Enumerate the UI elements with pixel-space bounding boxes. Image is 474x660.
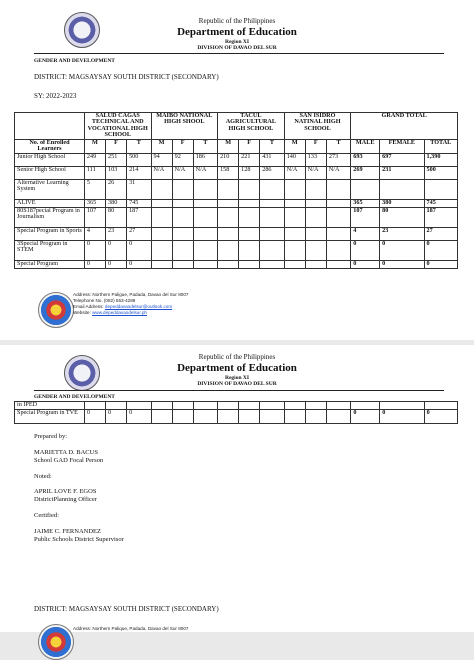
table-cell	[326, 260, 350, 268]
table-cell: 214	[127, 166, 151, 179]
table-cell	[305, 199, 326, 207]
table-cell	[260, 179, 284, 199]
table-cell: 0	[127, 260, 151, 268]
table-cell	[326, 207, 350, 227]
division-logo-icon	[38, 624, 74, 660]
footer-contact	[73, 292, 188, 316]
table-cell	[260, 402, 284, 410]
table-row	[15, 166, 458, 179]
table-cell: 0	[84, 410, 105, 424]
table-cell: 158	[218, 166, 239, 179]
table-cell: 431	[260, 153, 284, 166]
grand-total-cell: 693	[351, 153, 380, 166]
prepared-name: MARIETTA D. BACUS	[34, 449, 98, 456]
grand-total-cell: 365	[351, 199, 380, 207]
table-cell	[151, 199, 172, 207]
footer-address: Address: Northern Paligue, Padada, Davao del Sur 8007	[73, 292, 189, 297]
total-header: TOTAL	[424, 139, 457, 153]
table-cell: 111	[84, 166, 105, 179]
school-header: SAN ISIDRO NATINAL HIGH SCHOOL	[284, 113, 351, 140]
mft-header: T	[193, 139, 217, 153]
mft-header: F	[106, 139, 127, 153]
total-header: FEMALE	[380, 139, 424, 153]
table-cell: 94	[151, 153, 172, 166]
table-cell	[106, 402, 127, 410]
table-cell	[193, 410, 217, 424]
table-cell	[218, 179, 239, 199]
table-cell	[239, 402, 260, 410]
row-label: Senior High School	[15, 166, 85, 179]
department-heading: Department of Education	[177, 362, 297, 374]
table-cell	[84, 402, 105, 410]
grand-total-cell: 1,390	[424, 153, 457, 166]
table-cell	[193, 260, 217, 268]
table-cell	[284, 260, 305, 268]
table-row	[15, 207, 458, 227]
table-cell	[151, 240, 172, 260]
table-cell	[284, 402, 305, 410]
table-row	[15, 410, 458, 424]
grand-total-cell: 0	[380, 410, 424, 424]
grand-total-cell: 0	[424, 260, 457, 268]
table-row	[15, 240, 458, 260]
table-cell: 0	[127, 240, 151, 260]
table-cell	[239, 227, 260, 240]
table-cell	[305, 260, 326, 268]
table-cell	[172, 179, 193, 199]
grand-total-header: GRAND TOTAL	[351, 113, 458, 140]
table-cell	[151, 410, 172, 424]
table-cell	[151, 179, 172, 199]
table-cell: 128	[239, 166, 260, 179]
table-cell: 210	[218, 153, 239, 166]
table-cell	[193, 227, 217, 240]
table-cell	[284, 227, 305, 240]
grand-total-cell: 697	[380, 153, 424, 166]
row-label: Alternative Learning System	[15, 179, 85, 199]
table-cell: 23	[106, 227, 127, 240]
table-cell: 4	[84, 227, 105, 240]
grand-total-cell	[380, 402, 424, 410]
row-label: Junior High School	[15, 153, 85, 166]
footer-email-label: Email Address:	[73, 304, 104, 309]
grand-total-cell: 0	[351, 240, 380, 260]
row-label: ALIVE	[15, 199, 85, 207]
table-cell	[151, 207, 172, 227]
table-cell	[172, 240, 193, 260]
header-rule	[34, 390, 444, 391]
mft-header: T	[260, 139, 284, 153]
table-cell	[305, 402, 326, 410]
footer-website-line	[73, 310, 188, 316]
table-cell: 107	[84, 207, 105, 227]
table-cell	[239, 179, 260, 199]
table-cell: N/A	[193, 166, 217, 179]
table-cell	[326, 179, 350, 199]
table-row	[15, 153, 458, 166]
certified-title: Public Schools District Supervisor	[34, 536, 124, 543]
table-cell: 249	[84, 153, 105, 166]
table-cell	[172, 207, 193, 227]
table-row	[15, 179, 458, 199]
grand-total-cell: 0	[351, 410, 380, 424]
table-cell: 221	[239, 153, 260, 166]
row-header-label: No. of Enrolled Learners	[15, 139, 85, 153]
table-cell	[193, 402, 217, 410]
grand-total-cell: 269	[351, 166, 380, 179]
division-heading: DIVISION OF DAVAO DEL SUR	[197, 45, 277, 51]
table-cell: N/A	[151, 166, 172, 179]
table-cell	[260, 199, 284, 207]
table-cell: 92	[172, 153, 193, 166]
noted-title: DistrictPlanning Officer	[34, 496, 97, 503]
table-cell	[326, 227, 350, 240]
table-cell	[172, 227, 193, 240]
table-cell	[305, 207, 326, 227]
grand-total-cell: 4	[351, 227, 380, 240]
grand-total-cell: 0	[424, 410, 457, 424]
table-cell	[239, 240, 260, 260]
table-cell: 0	[106, 260, 127, 268]
table-cell	[284, 199, 305, 207]
table-cell	[218, 227, 239, 240]
row-label: Special Program in TVE	[15, 410, 85, 424]
mft-header: M	[284, 139, 305, 153]
row-label: 80S187pecial Program in Journalism	[15, 207, 85, 227]
table-cell	[260, 260, 284, 268]
table-cell	[326, 410, 350, 424]
mft-header: M	[218, 139, 239, 153]
grand-total-cell	[424, 179, 457, 199]
grand-total-cell: 0	[380, 240, 424, 260]
region-heading: Region XI	[225, 39, 249, 45]
republic-heading: Republic of the Philippines	[198, 17, 276, 25]
enrollment-table	[14, 112, 458, 269]
table-cell	[260, 207, 284, 227]
total-header: MALE	[351, 139, 380, 153]
table-cell: 0	[127, 410, 151, 424]
table-cell: 365	[84, 199, 105, 207]
table-cell	[218, 240, 239, 260]
school-year-line: SY: 2022-2023	[34, 92, 77, 100]
school-header: SALUD CAGAS TECHNICAL AND VOCATIONAL HIGH SCHOOL	[84, 113, 151, 140]
certified-name: JAIME C. FERNANDEZ	[34, 528, 101, 535]
grand-total-cell: 107	[351, 207, 380, 227]
grand-total-cell: 0	[351, 260, 380, 268]
corner-cell	[15, 113, 85, 140]
table-cell	[305, 410, 326, 424]
table-cell	[239, 410, 260, 424]
grand-total-cell	[380, 179, 424, 199]
grand-total-cell: 23	[380, 227, 424, 240]
bottom-address: Address: Northern Palique, Padada, Davao del Sur 8007	[73, 626, 189, 631]
table-cell: 27	[127, 227, 151, 240]
prepared-title: School GAD Focal Person	[34, 457, 104, 464]
department-heading: Department of Education	[177, 26, 297, 38]
section-title: GENDER AND DEVELOPMENT	[34, 394, 115, 400]
table-cell: 80	[106, 207, 127, 227]
mft-header: T	[127, 139, 151, 153]
noted-name: APRIL LOVE F. EGOS	[34, 488, 97, 495]
table-cell	[151, 260, 172, 268]
footer-website-label: Website:	[73, 310, 91, 315]
grand-total-cell: 27	[424, 227, 457, 240]
grand-total-cell: 0	[380, 260, 424, 268]
table-cell	[172, 410, 193, 424]
grand-total-cell	[424, 402, 457, 410]
table-cell	[260, 227, 284, 240]
table-cell: 187	[127, 207, 151, 227]
table-cell: N/A	[326, 166, 350, 179]
grand-total-cell	[351, 179, 380, 199]
table-cell: N/A	[305, 166, 326, 179]
region-heading: Region XI	[225, 375, 249, 381]
table-cell	[193, 240, 217, 260]
table-cell	[305, 227, 326, 240]
table-cell	[218, 199, 239, 207]
grand-total-cell	[351, 402, 380, 410]
school-header: MAIBO NATIONAL HIGH SHOOL	[151, 113, 218, 140]
noted-label: Noted:	[34, 473, 52, 480]
mft-header: T	[326, 139, 350, 153]
certified-label: Certified:	[34, 512, 59, 519]
row-label: 3Special Program in STEM	[15, 240, 85, 260]
table-cell: 5	[84, 179, 105, 199]
mft-header: F	[305, 139, 326, 153]
mft-header: F	[239, 139, 260, 153]
table-cell: 273	[326, 153, 350, 166]
table-cell	[305, 240, 326, 260]
footer-telephone: Telephone No. (082) 553-4288	[73, 298, 136, 303]
table-cell: 26	[106, 179, 127, 199]
table-row	[15, 260, 458, 268]
table-cell	[284, 207, 305, 227]
table-cell	[218, 410, 239, 424]
table-cell: 0	[84, 240, 105, 260]
table-cell	[218, 260, 239, 268]
footer-email-link[interactable]: depeddavaodelsur@outlook.com	[104, 304, 173, 309]
table-cell	[305, 179, 326, 199]
table-cell	[326, 199, 350, 207]
mft-header: M	[84, 139, 105, 153]
grand-total-cell: 500	[424, 166, 457, 179]
table-cell	[172, 402, 193, 410]
table-cell	[260, 410, 284, 424]
table-cell	[218, 402, 239, 410]
table-cell	[239, 207, 260, 227]
table-cell: N/A	[284, 166, 305, 179]
table-row	[15, 199, 458, 207]
header-rule	[34, 53, 444, 54]
table-cell	[127, 402, 151, 410]
table-cell: 140	[284, 153, 305, 166]
grand-total-cell: 380	[380, 199, 424, 207]
footer-website-link[interactable]: www.depeddavaodelsur.ph	[92, 310, 147, 315]
table-cell: 251	[106, 153, 127, 166]
table-cell: 500	[127, 153, 151, 166]
table-cell	[239, 199, 260, 207]
table-cell: N/A	[172, 166, 193, 179]
grand-total-cell: 0	[424, 240, 457, 260]
table-cell	[218, 207, 239, 227]
table-cell	[260, 240, 284, 260]
table-cell: 745	[127, 199, 151, 207]
table-cell	[284, 410, 305, 424]
section-title: GENDER AND DEVELOPMENT	[34, 58, 115, 64]
mft-header: M	[151, 139, 172, 153]
table-cell: 380	[106, 199, 127, 207]
table-cell	[151, 402, 172, 410]
table-cell: 186	[193, 153, 217, 166]
district-line: DISTRICT: MAGSAYSAY SOUTH DISTRICT (SECONDARY)	[34, 73, 219, 81]
table-cell: 0	[84, 260, 105, 268]
table-cell	[193, 179, 217, 199]
row-label: Special Program in Sports	[15, 227, 85, 240]
table-cell: 103	[106, 166, 127, 179]
table-cell	[151, 227, 172, 240]
table-cell: 133	[305, 153, 326, 166]
table-row	[15, 402, 458, 410]
table-cell	[172, 199, 193, 207]
mft-header: F	[172, 139, 193, 153]
school-header: TACUL AGRICULTURAL HIGH SCHOOL	[218, 113, 285, 140]
grand-total-cell: 80	[380, 207, 424, 227]
grand-total-cell: 187	[424, 207, 457, 227]
table-cell	[284, 240, 305, 260]
table-cell	[193, 207, 217, 227]
row-label: in IPED	[15, 402, 85, 410]
republic-heading: Republic of the Philippines	[198, 353, 276, 361]
table-cell	[193, 199, 217, 207]
row-label: Special Program	[15, 260, 85, 268]
grand-total-cell: 745	[424, 199, 457, 207]
table-cell: 0	[106, 410, 127, 424]
document-page-2	[0, 345, 474, 632]
table-cell: 286	[260, 166, 284, 179]
table-cell	[284, 179, 305, 199]
grand-total-cell: 231	[380, 166, 424, 179]
bottom-district-line: DISTRICT: MAGSAYSAY SOUTH DISTRICT (SECONDARY)	[34, 605, 219, 613]
division-logo-icon	[38, 292, 74, 328]
division-heading: DIVISION OF DAVAO DEL SUR	[197, 381, 277, 387]
table-cell	[326, 402, 350, 410]
table-cell	[172, 260, 193, 268]
table-cell	[239, 260, 260, 268]
table-cell: 31	[127, 179, 151, 199]
enrollment-table-continued	[14, 401, 458, 424]
prepared-label: Prepared by:	[34, 433, 68, 440]
table-cell	[326, 240, 350, 260]
table-row	[15, 227, 458, 240]
table-cell: 0	[106, 240, 127, 260]
